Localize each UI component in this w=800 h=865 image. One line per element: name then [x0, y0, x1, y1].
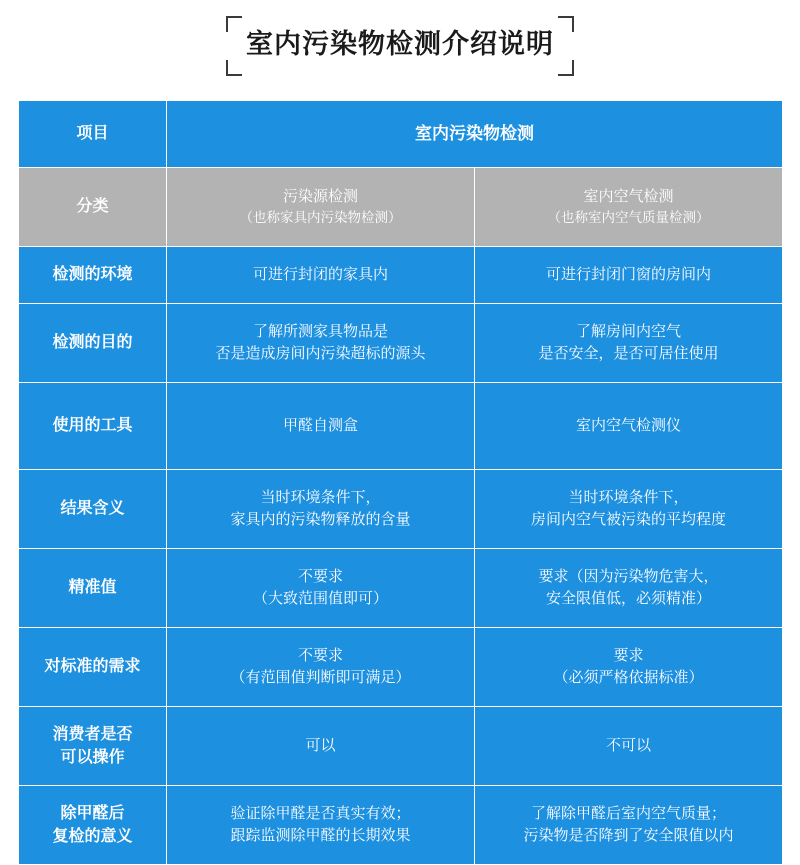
- table-row: [19, 786, 783, 865]
- table-row: [19, 470, 783, 549]
- table-row: [19, 247, 783, 304]
- row-label-consumer-operable-line1: 消费者是否: [52, 725, 133, 743]
- row-consumer-operable-col-b-line1: 不可以: [605, 737, 651, 755]
- category-col-b-line2: （也称室内空气质量检测）: [547, 210, 710, 226]
- row-recheck-meaning-col-a: [167, 786, 475, 865]
- table-header-label: 项目: [19, 101, 167, 168]
- row-accuracy-col-a: [167, 549, 475, 628]
- row-purpose-col-a-line1: 了解所测家具物品是: [252, 323, 388, 341]
- bracket-bottom-left-icon: [226, 60, 242, 76]
- row-accuracy-col-a-line1: 不要求: [297, 568, 343, 586]
- row-accuracy-col-b-line2: 安全限值低，必须精准）: [545, 590, 711, 607]
- category-col-a: [167, 168, 475, 247]
- row-label-accuracy: 精准值: [19, 549, 167, 628]
- row-result-meaning-col-a: [167, 470, 475, 549]
- row-recheck-meaning-col-a-line2: 跟踪监测除甲醛的长期效果: [230, 827, 411, 844]
- row-result-meaning-col-b-line1: 当时环境条件下，: [568, 489, 689, 507]
- row-label-recheck-meaning-line1: 除甲醛后: [60, 804, 125, 822]
- table-row: [19, 101, 783, 168]
- row-label-recheck-meaning-line2: 复检的意义: [52, 828, 133, 845]
- category-col-b-line1: 室内空气检测: [583, 188, 674, 206]
- category-col-a-line1: 污染源检测: [282, 188, 358, 206]
- title-area: [0, 0, 800, 90]
- row-label-purpose: 检测的目的: [19, 304, 167, 383]
- row-purpose-col-b-line1: 了解房间内空气: [575, 323, 681, 341]
- row-label-result-meaning: 结果含义: [19, 470, 167, 549]
- row-standard-need-col-b-line1: 要求: [613, 647, 644, 665]
- row-consumer-operable-col-a: [167, 707, 475, 786]
- row-standard-need-col-b: [475, 628, 783, 707]
- row-environment-col-b: [475, 247, 783, 304]
- category-col-a-line2: （也称家具内污染物检测）: [239, 210, 402, 226]
- table-row: [19, 628, 783, 707]
- row-accuracy-col-b-line1: 要求（因为污染物危害大，: [538, 568, 719, 586]
- bracket-top-left-icon: [226, 16, 242, 32]
- row-recheck-meaning-col-b: [475, 786, 783, 865]
- row-environment-col-a-line1: 可进行封闭的家具内: [252, 266, 388, 284]
- row-label-category: 分类: [19, 168, 167, 247]
- row-standard-need-col-a-line2: （有范围值判断即可满足）: [230, 669, 411, 686]
- row-result-meaning-col-a-line2: 家具内的污染物释放的含量: [230, 511, 411, 528]
- category-col-b: [475, 168, 783, 247]
- row-accuracy-col-a-line2: （大致范围值即可）: [252, 590, 388, 607]
- row-purpose-col-b-line2: 是否安全，是否可居住使用: [538, 345, 719, 362]
- row-environment-col-b-line1: 可进行封闭门窗的房间内: [545, 266, 711, 284]
- title-bracket-frame: [228, 24, 572, 66]
- row-tools-col-b-line1: 室内空气检测仪: [575, 417, 681, 435]
- row-label-standard-need: 对标准的需求: [19, 628, 167, 707]
- row-accuracy-col-b: [475, 549, 783, 628]
- row-recheck-meaning-col-a-line1: 验证除甲醛是否真实有效；: [230, 805, 411, 823]
- row-consumer-operable-col-b: [475, 707, 783, 786]
- row-tools-col-a-line1: 甲醛自测盒: [282, 417, 358, 435]
- row-standard-need-col-b-line2: （必须严格依据标准）: [553, 669, 704, 686]
- row-standard-need-col-a: [167, 628, 475, 707]
- row-result-meaning-col-b-line2: 房间内空气被污染的平均程度: [530, 511, 726, 528]
- row-result-meaning-col-b: [475, 470, 783, 549]
- table-row: [19, 707, 783, 786]
- table-row: [19, 549, 783, 628]
- bracket-top-right-icon: [558, 16, 574, 32]
- row-result-meaning-col-a-line1: 当时环境条件下，: [260, 489, 381, 507]
- bracket-bottom-right-icon: [558, 60, 574, 76]
- row-label-recheck-meaning: [19, 786, 167, 865]
- row-label-tools: 使用的工具: [19, 383, 167, 470]
- row-purpose-col-a: [167, 304, 475, 383]
- row-consumer-operable-col-a-line1: 可以: [305, 737, 336, 755]
- page-title: 室内污染物检测介绍说明: [246, 28, 554, 59]
- table-row: [19, 304, 783, 383]
- row-label-environment: 检测的环境: [19, 247, 167, 304]
- row-purpose-col-a-line2: 否是造成房间内污染超标的源头: [215, 345, 426, 362]
- row-label-consumer-operable-line2: 可以操作: [60, 749, 125, 766]
- row-environment-col-a: [167, 247, 475, 304]
- row-standard-need-col-a-line1: 不要求: [297, 647, 343, 665]
- comparison-table: [18, 100, 783, 865]
- table-header-title: 室内污染物检测: [167, 101, 783, 168]
- row-purpose-col-b: [475, 304, 783, 383]
- row-recheck-meaning-col-b-line2: 污染物是否降到了安全限值以内: [523, 827, 734, 844]
- row-recheck-meaning-col-b-line1: 了解除甲醛后室内空气质量；: [530, 805, 726, 823]
- table-row: [19, 168, 783, 247]
- row-tools-col-a: [167, 383, 475, 470]
- row-tools-col-b: [475, 383, 783, 470]
- row-label-consumer-operable: [19, 707, 167, 786]
- table-row: [19, 383, 783, 470]
